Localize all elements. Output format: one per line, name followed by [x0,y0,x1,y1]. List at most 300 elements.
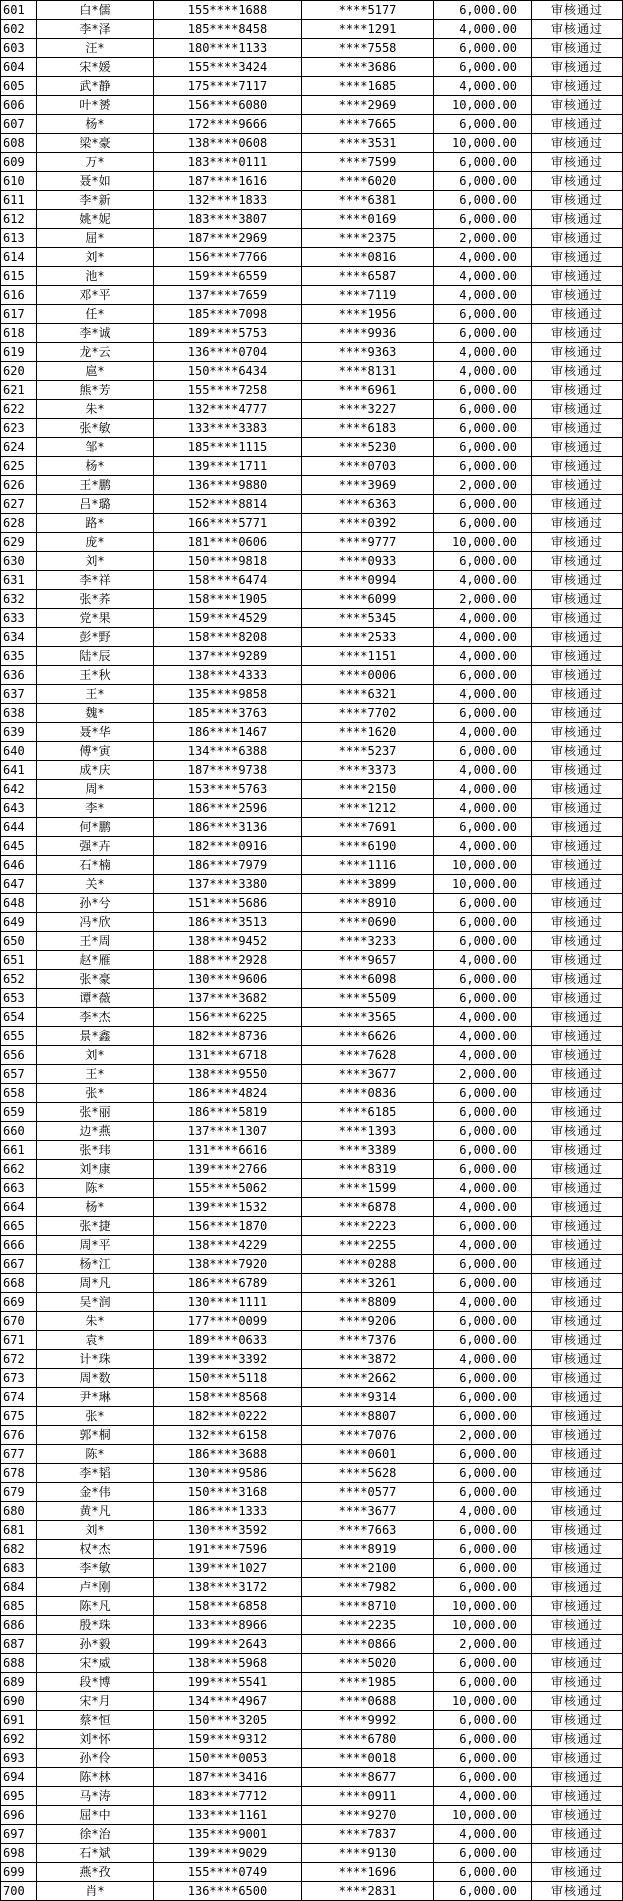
phone-number: 158****6474 [154,571,302,590]
row-number: 630 [1,552,37,571]
amount: 6,000.00 [434,115,532,134]
row-number: 631 [1,571,37,590]
card-number: ****9130 [302,1844,434,1863]
amount: 6,000.00 [434,932,532,951]
row-number: 670 [1,1312,37,1331]
card-number: ****8710 [302,1597,434,1616]
row-number: 680 [1,1502,37,1521]
amount: 4,000.00 [434,20,532,39]
row-number: 682 [1,1540,37,1559]
table-row [1,1483,623,1502]
row-number: 607 [1,115,37,134]
row-number: 658 [1,1084,37,1103]
applicant-name: 赵*雁 [37,951,154,970]
applicant-name: 卢*刚 [37,1578,154,1597]
table-row [1,115,623,134]
table-row [1,780,623,799]
amount: 6,000.00 [434,1407,532,1426]
review-status: 审核通过 [532,1483,623,1502]
amount: 4,000.00 [434,1027,532,1046]
amount: 6,000.00 [434,400,532,419]
table-row [1,286,623,305]
amount: 6,000.00 [434,894,532,913]
applicant-name: 石*楠 [37,856,154,875]
applicant-name: 李*祥 [37,571,154,590]
table-row [1,609,623,628]
phone-number: 186****4824 [154,1084,302,1103]
applicant-name: 计*珠 [37,1350,154,1369]
table-row [1,552,623,571]
review-status: 审核通过 [532,495,623,514]
review-status: 审核通过 [532,1711,623,1730]
card-number: ****2831 [302,1882,434,1901]
applicant-name: 尹*琳 [37,1388,154,1407]
amount: 4,000.00 [434,647,532,666]
applicant-name: 邓*平 [37,286,154,305]
amount: 10,000.00 [434,96,532,115]
review-status: 审核通过 [532,628,623,647]
row-number: 604 [1,58,37,77]
phone-number: 172****9666 [154,115,302,134]
row-number: 643 [1,799,37,818]
card-number: ****6190 [302,837,434,856]
phone-number: 155****7258 [154,381,302,400]
row-number: 659 [1,1103,37,1122]
review-status: 审核通过 [532,457,623,476]
card-number: ****3677 [302,1065,434,1084]
table-row [1,1768,623,1787]
phone-number: 199****5541 [154,1673,302,1692]
phone-number: 159****9312 [154,1730,302,1749]
applicant-name: 孙*毅 [37,1635,154,1654]
row-number: 684 [1,1578,37,1597]
table-row [1,1711,623,1730]
amount: 6,000.00 [434,1521,532,1540]
row-number: 617 [1,305,37,324]
table-row [1,514,623,533]
applicant-name: 刘* [37,248,154,267]
table-row [1,1749,623,1768]
phone-number: 151****5686 [154,894,302,913]
review-status: 审核通过 [532,970,623,989]
phone-number: 137****7659 [154,286,302,305]
row-number: 613 [1,229,37,248]
amount: 6,000.00 [434,381,532,400]
row-number: 651 [1,951,37,970]
table-row [1,476,623,495]
review-status: 审核通过 [532,77,623,96]
table-row [1,1863,623,1882]
amount: 2,000.00 [434,229,532,248]
phone-number: 186****2596 [154,799,302,818]
applicant-name: 王*鹏 [37,476,154,495]
amount: 6,000.00 [434,1483,532,1502]
row-number: 645 [1,837,37,856]
phone-number: 139****9029 [154,1844,302,1863]
card-number: ****0392 [302,514,434,533]
card-number: ****0288 [302,1255,434,1274]
phone-number: 150****9818 [154,552,302,571]
table-row [1,1673,623,1692]
table-row [1,932,623,951]
review-status: 审核通过 [532,191,623,210]
phone-number: 188****2928 [154,951,302,970]
row-number: 640 [1,742,37,761]
phone-number: 136****0704 [154,343,302,362]
review-status: 审核通过 [532,704,623,723]
applicant-name: 周*数 [37,1369,154,1388]
table-row [1,362,623,381]
applicant-name: 王*周 [37,932,154,951]
applicant-name: 王* [37,1065,154,1084]
review-status: 审核通过 [532,1749,623,1768]
row-number: 621 [1,381,37,400]
card-number: ****8919 [302,1540,434,1559]
row-number: 664 [1,1198,37,1217]
row-number: 661 [1,1141,37,1160]
table-body [1,1,623,1901]
review-status: 审核通过 [532,1654,623,1673]
review-status: 审核通过 [532,20,623,39]
applicant-name: 张*豪 [37,970,154,989]
phone-number: 139****1711 [154,457,302,476]
review-status: 审核通过 [532,362,623,381]
card-number: ****7119 [302,286,434,305]
review-status: 审核通过 [532,1540,623,1559]
table-row [1,818,623,837]
review-status: 审核通过 [532,1350,623,1369]
amount: 4,000.00 [434,286,532,305]
phone-number: 189****5753 [154,324,302,343]
amount: 6,000.00 [434,305,532,324]
amount: 4,000.00 [434,362,532,381]
card-number: ****9206 [302,1312,434,1331]
applicant-name: 杨* [37,115,154,134]
card-number: ****8131 [302,362,434,381]
card-number: ****9657 [302,951,434,970]
card-number: ****1291 [302,20,434,39]
table-row [1,153,623,172]
amount: 10,000.00 [434,134,532,153]
phone-number: 138****0608 [154,134,302,153]
card-number: ****1956 [302,305,434,324]
card-number: ****7982 [302,1578,434,1597]
review-status: 审核通过 [532,1882,623,1901]
table-row [1,742,623,761]
review-status: 审核通过 [532,96,623,115]
amount: 6,000.00 [434,495,532,514]
amount: 4,000.00 [434,1008,532,1027]
review-status: 审核通过 [532,780,623,799]
phone-number: 185****3763 [154,704,302,723]
card-number: ****1685 [302,77,434,96]
row-number: 605 [1,77,37,96]
review-status: 审核通过 [532,115,623,134]
review-status: 审核通过 [532,1673,623,1692]
table-row [1,894,623,913]
table-row [1,1616,623,1635]
table-row [1,1597,623,1616]
review-status: 审核通过 [532,1388,623,1407]
amount: 6,000.00 [434,438,532,457]
review-status: 审核通过 [532,1844,623,1863]
card-number: ****9992 [302,1711,434,1730]
row-number: 620 [1,362,37,381]
amount: 6,000.00 [434,1673,532,1692]
phone-number: 156****6225 [154,1008,302,1027]
phone-number: 182****0222 [154,1407,302,1426]
review-status: 审核通过 [532,286,623,305]
table-row [1,457,623,476]
review-status: 审核通过 [532,514,623,533]
review-status: 审核通过 [532,1027,623,1046]
review-status: 审核通过 [532,324,623,343]
applicant-name: 熊*芳 [37,381,154,400]
card-number: ****0577 [302,1483,434,1502]
row-number: 681 [1,1521,37,1540]
row-number: 634 [1,628,37,647]
table-row [1,381,623,400]
phone-number: 131****6718 [154,1046,302,1065]
phone-number: 132****1833 [154,191,302,210]
amount: 6,000.00 [434,1122,532,1141]
table-row [1,1198,623,1217]
table-row [1,1388,623,1407]
applicant-name: 张*敏 [37,419,154,438]
review-status: 审核通过 [532,799,623,818]
review-status: 审核通过 [532,1331,623,1350]
row-number: 688 [1,1654,37,1673]
applicant-name: 梁*豪 [37,134,154,153]
card-number: ****9363 [302,343,434,362]
card-number: ****6321 [302,685,434,704]
card-number: ****1393 [302,1122,434,1141]
card-number: ****6185 [302,1103,434,1122]
row-number: 652 [1,970,37,989]
table-row [1,267,623,286]
phone-number: 152****8814 [154,495,302,514]
review-status: 审核通过 [532,1008,623,1027]
table-row [1,438,623,457]
card-number: ****6098 [302,970,434,989]
card-number: ****7558 [302,39,434,58]
review-status: 审核通过 [532,1578,623,1597]
applicant-name: 王*秋 [37,666,154,685]
table-row [1,1445,623,1464]
amount: 6,000.00 [434,1103,532,1122]
row-number: 614 [1,248,37,267]
amount: 6,000.00 [434,457,532,476]
card-number: ****8910 [302,894,434,913]
review-status: 审核通过 [532,58,623,77]
phone-number: 136****9880 [154,476,302,495]
card-number: ****5020 [302,1654,434,1673]
phone-number: 185****1115 [154,438,302,457]
table-row [1,1103,623,1122]
row-number: 615 [1,267,37,286]
card-number: ****0933 [302,552,434,571]
review-status: 审核通过 [532,210,623,229]
row-number: 653 [1,989,37,1008]
row-number: 646 [1,856,37,875]
amount: 4,000.00 [434,685,532,704]
card-number: ****6626 [302,1027,434,1046]
review-status: 审核通过 [532,229,623,248]
row-number: 699 [1,1863,37,1882]
row-number: 698 [1,1844,37,1863]
applicant-name: 肖* [37,1882,154,1901]
card-number: ****1985 [302,1673,434,1692]
phone-number: 183****3807 [154,210,302,229]
phone-number: 199****2643 [154,1635,302,1654]
amount: 6,000.00 [434,1844,532,1863]
amount: 4,000.00 [434,1502,532,1521]
row-number: 612 [1,210,37,229]
amount: 6,000.00 [434,1464,532,1483]
applicant-name: 白*儒 [37,1,154,20]
row-number: 633 [1,609,37,628]
card-number: ****7663 [302,1521,434,1540]
amount: 6,000.00 [434,1768,532,1787]
phone-number: 153****5763 [154,780,302,799]
phone-number: 150****5118 [154,1369,302,1388]
applicant-name: 李*敏 [37,1559,154,1578]
review-status: 审核通过 [532,419,623,438]
phone-number: 183****0111 [154,153,302,172]
applicant-name: 聂*华 [37,723,154,742]
amount: 6,000.00 [434,153,532,172]
review-status: 审核通过 [532,723,623,742]
amount: 4,000.00 [434,780,532,799]
review-status: 审核通过 [532,1502,623,1521]
phone-number: 150****6434 [154,362,302,381]
applicant-name: 刘* [37,1521,154,1540]
table-row [1,1654,623,1673]
review-status: 审核通过 [532,400,623,419]
phone-number: 155****5062 [154,1179,302,1198]
applicant-name: 刘*康 [37,1160,154,1179]
row-number: 647 [1,875,37,894]
applicant-name: 陈* [37,1445,154,1464]
card-number: ****8319 [302,1160,434,1179]
row-number: 655 [1,1027,37,1046]
amount: 6,000.00 [434,1331,532,1350]
amount: 6,000.00 [434,989,532,1008]
card-number: ****6381 [302,191,434,210]
row-number: 683 [1,1559,37,1578]
table-row [1,989,623,1008]
review-status: 审核通过 [532,1863,623,1882]
amount: 10,000.00 [434,1806,532,1825]
review-status: 审核通过 [532,989,623,1008]
row-number: 686 [1,1616,37,1635]
table-row [1,666,623,685]
row-number: 623 [1,419,37,438]
table-row [1,1540,623,1559]
applicant-name: 李* [37,799,154,818]
applicant-name: 景*鑫 [37,1027,154,1046]
card-number: ****0006 [302,666,434,685]
amount: 6,000.00 [434,1217,532,1236]
applicant-name: 孙*伶 [37,1749,154,1768]
review-status: 审核通过 [532,1255,623,1274]
table-row [1,39,623,58]
phone-number: 180****1133 [154,39,302,58]
phone-number: 158****1905 [154,590,302,609]
row-number: 629 [1,533,37,552]
card-number: ****6961 [302,381,434,400]
table-row [1,229,623,248]
review-status: 审核通过 [532,1046,623,1065]
table-row [1,1160,623,1179]
phone-number: 132****6158 [154,1426,302,1445]
table-row [1,875,623,894]
amount: 4,000.00 [434,1236,532,1255]
phone-number: 138****9452 [154,932,302,951]
applicant-name: 李*诚 [37,324,154,343]
row-number: 656 [1,1046,37,1065]
review-status: 审核通过 [532,590,623,609]
amount: 6,000.00 [434,552,532,571]
review-status: 审核通过 [532,1464,623,1483]
review-status: 审核通过 [532,1160,623,1179]
row-number: 618 [1,324,37,343]
row-number: 635 [1,647,37,666]
row-number: 637 [1,685,37,704]
card-number: ****6780 [302,1730,434,1749]
card-number: ****9936 [302,324,434,343]
amount: 4,000.00 [434,1787,532,1806]
applicant-name: 何*鹏 [37,818,154,837]
table-row [1,837,623,856]
phone-number: 138****4333 [154,666,302,685]
phone-number: 183****7712 [154,1787,302,1806]
phone-number: 139****3392 [154,1350,302,1369]
table-row [1,1217,623,1236]
amount: 4,000.00 [434,1198,532,1217]
table-row [1,590,623,609]
row-number: 606 [1,96,37,115]
applicant-name: 杨* [37,1198,154,1217]
table-row [1,1825,623,1844]
amount: 4,000.00 [434,1179,532,1198]
applicant-name: 庞* [37,533,154,552]
review-status: 审核通过 [532,1692,623,1711]
applicant-name: 李*泽 [37,20,154,39]
amount: 6,000.00 [434,1730,532,1749]
row-number: 694 [1,1768,37,1787]
amount: 6,000.00 [434,324,532,343]
applicant-name: 陈*凡 [37,1597,154,1616]
phone-number: 131****6616 [154,1141,302,1160]
card-number: ****0601 [302,1445,434,1464]
card-number: ****7599 [302,153,434,172]
amount: 6,000.00 [434,1711,532,1730]
table-row [1,1844,623,1863]
phone-number: 187****1616 [154,172,302,191]
card-number: ****9314 [302,1388,434,1407]
row-number: 641 [1,761,37,780]
review-status: 审核通过 [532,1825,623,1844]
amount: 4,000.00 [434,267,532,286]
row-number: 639 [1,723,37,742]
phone-number: 186****3688 [154,1445,302,1464]
card-number: ****1696 [302,1863,434,1882]
amount: 6,000.00 [434,1312,532,1331]
phone-number: 186****3513 [154,913,302,932]
review-status: 审核通过 [532,875,623,894]
table-row [1,495,623,514]
